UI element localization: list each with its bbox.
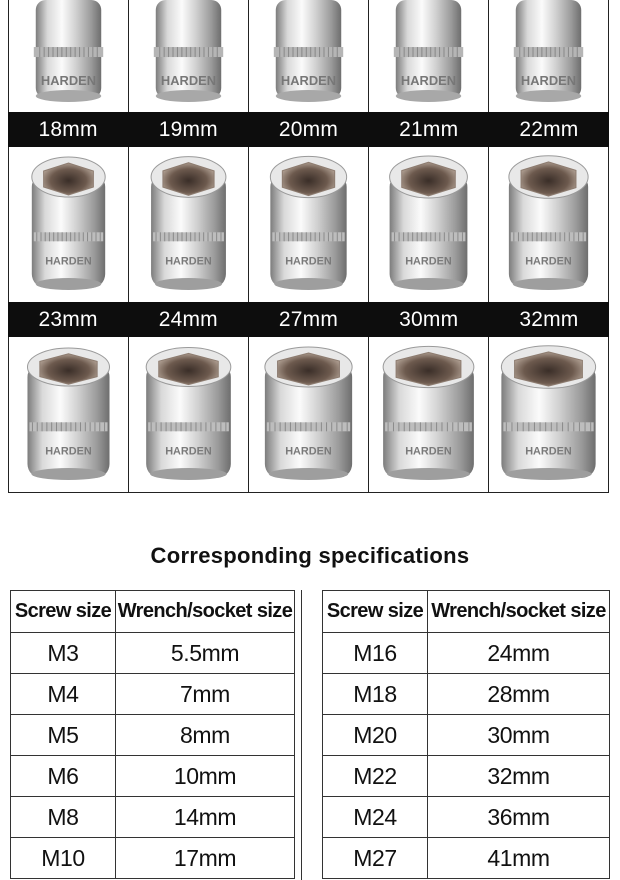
socket-photo-row [8, 337, 609, 493]
socket-photo [489, 0, 608, 112]
socket-photo [129, 337, 249, 492]
svg-text:HARDEN: HARDEN [400, 73, 457, 89]
socket-photo [489, 337, 608, 492]
table-row [11, 838, 295, 879]
socket-size-label: 19mm [158, 118, 218, 141]
table-row [11, 797, 295, 838]
socket-size-label: 20mm [278, 118, 339, 141]
spec-title: Corresponding specifications [150, 543, 470, 568]
socket-photo [369, 337, 489, 492]
wrench-size-cell: 32mm [428, 756, 610, 797]
socket-photo [129, 147, 249, 302]
screw-size-cell: M5 [11, 715, 116, 756]
socket-size-label: 24mm [158, 308, 218, 331]
wrench-size-cell: 5.5mm [116, 633, 295, 674]
wrench-size-cell: 24mm [428, 633, 610, 674]
screw-size-cell: M20 [323, 715, 428, 756]
socket-photo [249, 337, 369, 492]
table-row [323, 797, 610, 838]
socket-photo [9, 0, 129, 112]
socket-size-label: 32mm [519, 308, 579, 331]
socket-photo [129, 0, 249, 112]
svg-text:HARDEN: HARDEN [165, 445, 212, 458]
screw-size-cell: M27 [323, 838, 428, 879]
screw-size-cell: M10 [11, 838, 116, 879]
socket-photo [369, 0, 489, 112]
svg-text:HARDEN: HARDEN [280, 73, 337, 89]
socket-photo [249, 0, 369, 112]
socket-size-label: 21mm [399, 118, 459, 141]
table-row [11, 715, 295, 756]
socket-photo [489, 147, 608, 302]
wrench-size-header: Wrench/socket size [116, 591, 295, 633]
socket-size-label: 18mm [38, 118, 98, 141]
wrench-size-cell: 41mm [428, 838, 610, 879]
screw-size-cell: M3 [11, 633, 116, 674]
size-label-bar [8, 112, 609, 147]
wrench-size-cell: 14mm [116, 797, 295, 838]
socket-size-label: 30mm [399, 308, 459, 331]
table-row [323, 674, 610, 715]
socket-photo [369, 147, 489, 302]
socket-photo [9, 337, 129, 492]
table-row [11, 756, 295, 797]
socket-photo-row [8, 147, 609, 302]
wrench-size-cell: 36mm [428, 797, 610, 838]
svg-text:HARDEN: HARDEN [45, 255, 92, 268]
table-row [11, 633, 295, 674]
wrench-size-cell: 28mm [428, 674, 610, 715]
svg-text:HARDEN: HARDEN [165, 255, 212, 268]
screw-size-header: Screw size [11, 591, 116, 633]
svg-text:HARDEN: HARDEN [160, 73, 217, 89]
screw-size-cell: M4 [11, 674, 116, 715]
wrench-size-cell: 17mm [116, 838, 295, 879]
wrench-size-header: Wrench/socket size [428, 591, 610, 633]
svg-text:HARDEN: HARDEN [40, 73, 97, 89]
spec-table-left [10, 590, 295, 879]
svg-text:HARDEN: HARDEN [285, 445, 332, 458]
screw-size-cell: M18 [323, 674, 428, 715]
svg-text:HARDEN: HARDEN [405, 445, 452, 458]
socket-size-label: 22mm [519, 118, 579, 141]
svg-text:HARDEN: HARDEN [520, 73, 577, 89]
screw-size-cell: M8 [11, 797, 116, 838]
wrench-size-cell: 7mm [116, 674, 295, 715]
svg-text:HARDEN: HARDEN [525, 255, 572, 268]
table-divider [301, 590, 302, 880]
wrench-size-cell: 8mm [116, 715, 295, 756]
svg-text:HARDEN: HARDEN [285, 255, 332, 268]
socket-photo [9, 147, 129, 302]
socket-photo-grid [8, 0, 609, 493]
table-header-row [11, 591, 295, 633]
svg-text:HARDEN: HARDEN [45, 445, 92, 458]
socket-size-label: 27mm [278, 308, 339, 331]
svg-text:HARDEN: HARDEN [525, 445, 572, 458]
socket-size-label: 23mm [38, 308, 98, 331]
socket-photo-row [8, 0, 609, 112]
screw-size-header: Screw size [323, 591, 428, 633]
table-header-row [323, 591, 610, 633]
spec-table-right [322, 590, 610, 879]
table-row [323, 715, 610, 756]
socket-photo [249, 147, 369, 302]
screw-size-cell: M24 [323, 797, 428, 838]
table-row [323, 838, 610, 879]
screw-size-cell: M22 [323, 756, 428, 797]
size-label-bar [8, 302, 609, 337]
wrench-size-cell: 10mm [116, 756, 295, 797]
table-row [323, 756, 610, 797]
table-row [11, 674, 295, 715]
screw-size-cell: M6 [11, 756, 116, 797]
screw-size-cell: M16 [323, 633, 428, 674]
table-row [323, 633, 610, 674]
wrench-size-cell: 30mm [428, 715, 610, 756]
svg-text:HARDEN: HARDEN [405, 255, 452, 268]
